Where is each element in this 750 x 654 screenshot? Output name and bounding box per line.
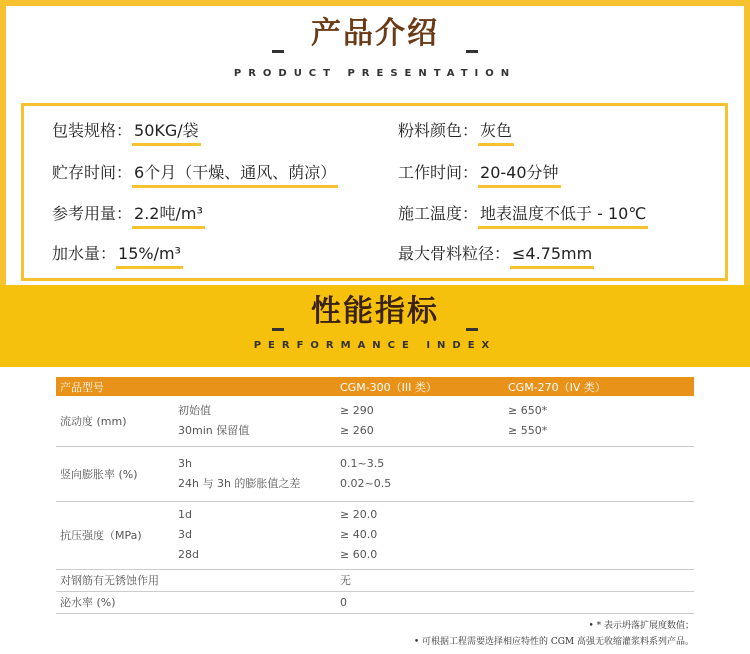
row-subs xyxy=(174,446,336,501)
title-dash-right xyxy=(466,50,478,53)
cgm300-values xyxy=(336,501,504,569)
value: ≥ 260 xyxy=(340,423,374,437)
spec-value: 灰色 xyxy=(478,121,514,146)
value: 0.1~3.5 xyxy=(340,456,385,470)
cgm270-values xyxy=(504,569,694,591)
spec-label: 参考用量： xyxy=(52,204,133,223)
spec-label: 包装规格： xyxy=(52,121,133,140)
spec-label: 加水量： xyxy=(52,244,117,263)
spec-value: 6个月（干燥、通风、荫凉） xyxy=(132,163,338,188)
title-dash-left xyxy=(272,50,284,53)
spec-aggregate xyxy=(398,244,594,269)
sub-item: 3h xyxy=(178,456,192,470)
value: 0 xyxy=(336,591,504,613)
spec-color xyxy=(398,121,514,146)
spec-value: 15%/m³ xyxy=(116,244,183,269)
value: 无 xyxy=(336,569,504,591)
sub-item: 1d xyxy=(178,508,192,521)
performance-section-title xyxy=(0,292,750,351)
performance-table xyxy=(56,377,694,614)
spec-value: 20-40分钟 xyxy=(478,163,561,188)
spec-label: 施工温度： xyxy=(398,204,479,223)
sub-item: 30min 保留值 xyxy=(178,423,250,437)
sub-item: 初始值 xyxy=(178,403,211,417)
row-name: 抗压强度（MPa) xyxy=(56,501,174,569)
title-dash-left xyxy=(272,328,284,331)
header-model: 产品型号 xyxy=(56,377,174,396)
intro-section-title xyxy=(0,14,750,79)
row-name: 泌水率 (%) xyxy=(56,591,336,613)
footnotes xyxy=(414,618,694,650)
cgm300-values xyxy=(336,396,504,446)
value: ≥ 550* xyxy=(508,423,548,437)
value: ≥ 20.0 xyxy=(340,508,378,521)
spec-dosage xyxy=(52,204,205,229)
spec-working-time xyxy=(398,163,561,188)
spec-value: 地表温度不低于 - 10℃ xyxy=(478,204,648,229)
value: ≥ 40.0 xyxy=(340,528,378,541)
row-name: 竖向膨胀率 (%) xyxy=(56,446,174,501)
spec-label: 粉料颜色： xyxy=(398,121,479,140)
cgm300-values xyxy=(336,446,504,501)
footnote: • * 表示坍落扩展度数值； xyxy=(588,621,694,631)
spec-temperature xyxy=(398,204,648,229)
table-row xyxy=(56,446,694,501)
intro-title-en: PRODUCT PRESENTATION xyxy=(233,68,517,79)
table-row xyxy=(56,396,694,446)
spec-value: 50KG/袋 xyxy=(132,121,201,146)
spec-label: 工作时间： xyxy=(398,163,479,182)
value: ≥ 290 xyxy=(340,403,374,417)
spec-label: 贮存时间： xyxy=(52,163,133,182)
top-border xyxy=(0,0,750,6)
row-subs xyxy=(174,501,336,569)
value: 0.02~0.5 xyxy=(340,476,392,490)
cgm270-values xyxy=(504,591,694,613)
spec-packaging xyxy=(52,121,201,146)
header-cgm270: CGM-270（IV 类） xyxy=(504,377,694,396)
cgm270-values xyxy=(504,396,694,446)
perf-title-en: PERFORMANCE INDEX xyxy=(253,340,497,351)
table-row xyxy=(56,501,694,569)
row-subs xyxy=(174,396,336,446)
perf-title-cn: 性能指标 xyxy=(311,294,439,329)
header-cgm300: CGM-300（III 类） xyxy=(336,377,504,396)
table-row xyxy=(56,569,694,591)
spec-storage xyxy=(52,163,338,188)
value: ≥ 60.0 xyxy=(340,548,378,561)
title-dash-right xyxy=(466,328,478,331)
spec-value: 2.2吨/m³ xyxy=(132,204,205,229)
row-name: 流动度 (mm) xyxy=(56,396,174,446)
spec-label: 最大骨料粒径： xyxy=(398,244,511,263)
value: ≥ 650* xyxy=(508,403,548,417)
spec-value: ≤4.75mm xyxy=(510,244,594,269)
sub-item: 28d xyxy=(178,548,199,561)
table-row xyxy=(56,591,694,613)
intro-title-cn: 产品介绍 xyxy=(311,16,439,51)
table-header xyxy=(56,377,694,396)
header-blank xyxy=(174,377,336,396)
spec-water xyxy=(52,244,183,269)
sub-item: 3d xyxy=(178,528,192,541)
footnote: • 可根据工程需要选择相应特性的 CGM 高强无收缩灌浆料系列产品。 xyxy=(413,637,694,647)
row-name: 对钢筋有无锈蚀作用 xyxy=(56,569,336,591)
cgm270-values xyxy=(504,446,694,501)
sub-item: 24h 与 3h 的膨胀值之差 xyxy=(178,476,301,490)
cgm270-values xyxy=(504,501,694,569)
